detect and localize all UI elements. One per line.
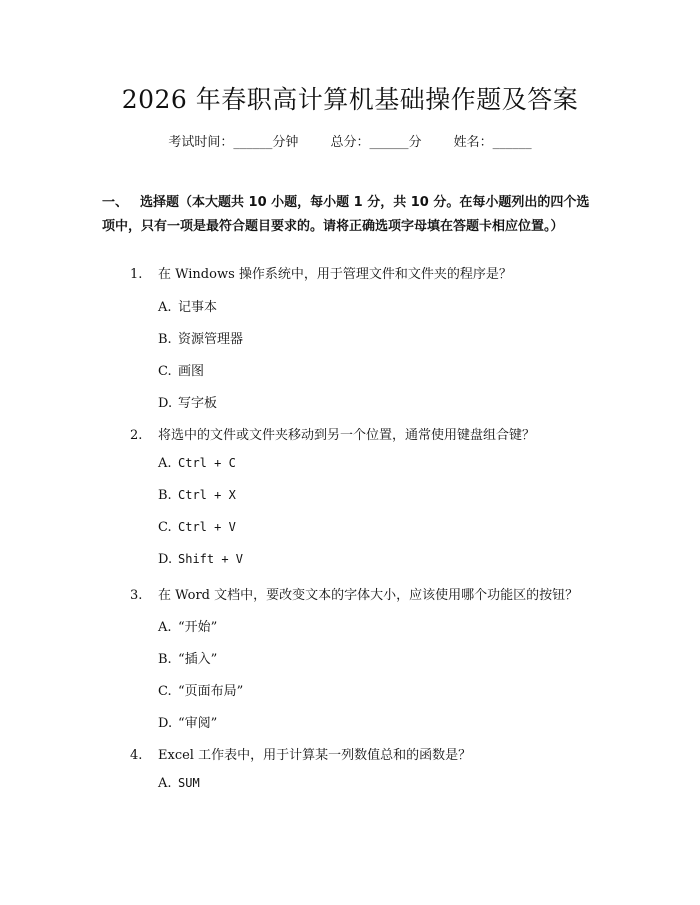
option-letter: D. (158, 716, 173, 731)
total-score-field: 总分：______分 (330, 135, 422, 150)
option-4a (158, 776, 200, 791)
option-text: “页面布局” (178, 684, 244, 699)
option-letter: B. (158, 332, 172, 347)
option-3d (158, 712, 217, 731)
option-1c (158, 360, 204, 379)
question-text: 在 Windows 操作系统中，用于管理文件和文件夹的程序是？ (158, 267, 512, 282)
section-number: 一、 (102, 195, 129, 210)
option-text: 记事本 (178, 300, 218, 315)
option-letter: A. (158, 620, 172, 635)
question-number: 4. (130, 748, 143, 763)
option-3c (158, 680, 243, 699)
exam-time-field: 考试时间：______分钟 (168, 135, 299, 150)
option-text: 画图 (178, 364, 205, 379)
option-text: Shift + V (178, 552, 244, 566)
option-letter: B. (158, 488, 172, 503)
question-number: 1. (130, 267, 143, 282)
option-text: “插入” (178, 652, 218, 667)
question-2 (130, 424, 535, 443)
section-heading (102, 191, 602, 239)
question-text: Excel 工作表中，用于计算某一列数值总和的函数是？ (158, 748, 472, 763)
option-letter: C. (158, 684, 172, 699)
option-text: Ctrl + V (178, 520, 236, 534)
question-text: 将选中的文件或文件夹移动到另一个位置，通常使用键盘组合键？ (158, 428, 536, 443)
question-number: 3. (130, 588, 143, 603)
option-letter: A. (158, 776, 172, 791)
option-3b (158, 648, 217, 667)
option-text: 写字板 (178, 396, 218, 411)
option-3a (158, 616, 217, 635)
name-field: 姓名：______ (453, 135, 532, 150)
question-1 (130, 263, 512, 282)
question-text: 在 Word 文档中，要改变文本的字体大小，应该使用哪个功能区的按钮？ (158, 588, 579, 603)
option-letter: C. (158, 364, 172, 379)
option-letter: D. (158, 552, 173, 567)
option-text: Ctrl + X (178, 488, 236, 502)
option-letter: A. (158, 300, 172, 315)
option-1b (158, 328, 243, 347)
option-letter: B. (158, 652, 172, 667)
option-2c (158, 520, 236, 535)
question-4 (130, 744, 471, 763)
exam-meta-line (0, 131, 700, 150)
question-3 (130, 584, 578, 603)
option-text: Ctrl + C (178, 456, 236, 470)
option-letter: C. (158, 520, 172, 535)
option-2b (158, 488, 236, 503)
option-text: “审阅” (178, 716, 218, 731)
option-letter: A. (158, 456, 172, 471)
option-text: 资源管理器 (178, 332, 244, 347)
option-2d (158, 552, 243, 567)
option-1a (158, 296, 217, 315)
option-text: “开始” (178, 620, 218, 635)
question-number: 2. (130, 428, 143, 443)
document-title: 2026 年春职高计算机基础操作题及答案 (121, 85, 579, 114)
option-letter: D. (158, 396, 173, 411)
option-text: SUM (178, 776, 200, 790)
option-1d (158, 392, 217, 411)
section-instructions: 选择题（本大题共 10 小题，每小题 1 分，共 10 分。在每小题列出的四个选项中，只有一项是最符合题目要求的。请将正确选项字母填在答题卡相应位置。） (102, 195, 590, 234)
option-2a (158, 456, 236, 471)
